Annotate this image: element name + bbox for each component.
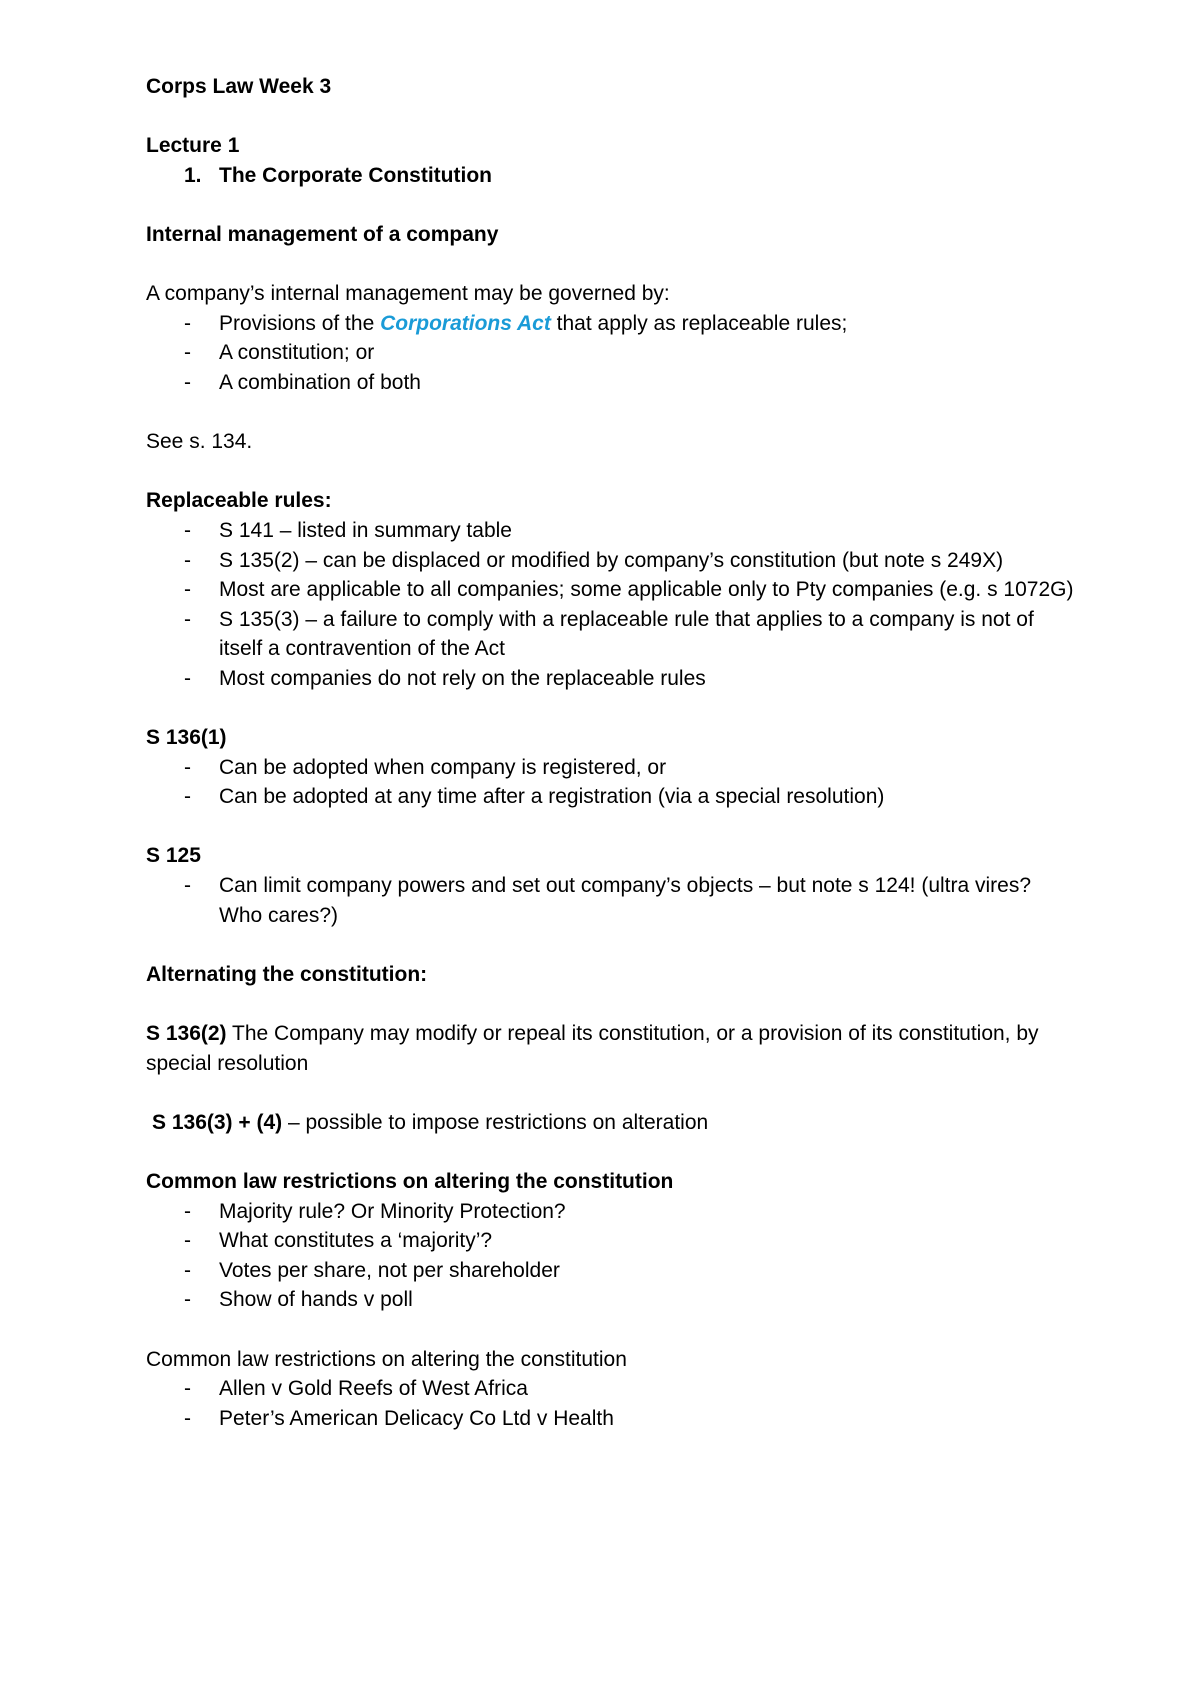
list-item-text: Peter’s American Delicacy Co Ltd v Health [219,1406,614,1430]
dash-bullet: - [184,1377,191,1401]
dash-bullet: - [184,548,191,572]
common-law-heading-bold: Common law restrictions on altering the constitution [146,1169,674,1193]
list-item [146,871,1076,930]
list-item-text: Provisions of the [219,311,381,335]
list-item-text: Majority rule? Or Minority Protection? [219,1199,566,1223]
list-item [146,1197,1076,1227]
dash-bullet: - [184,874,191,898]
list-item-text: A combination of both [219,370,421,394]
dash-bullet: - [184,1229,191,1253]
list-item [146,1374,1076,1404]
dash-bullet: - [184,1199,191,1223]
list-item-text: Can be adopted when company is registered, or [219,755,667,779]
section-heading [146,161,1076,191]
common-law-list-1 [146,1197,1076,1315]
dash-bullet: - [184,518,191,542]
list-item-text: A constitution; or [219,341,375,365]
see-s134: See s. 134. [146,430,253,454]
list-item [146,1226,1076,1256]
list-item [146,309,1076,339]
s136-1-list [146,753,1076,812]
list-item [146,338,1076,368]
dash-bullet: - [184,607,191,631]
section-title: The Corporate Constitution [219,163,492,187]
list-item-text: Show of hands v poll [219,1288,413,1312]
s136-3-4-text: – possible to impose restrictions on alteration [282,1110,709,1134]
list-item-text: S 135(2) – can be displaced or modified by company’s constitution (but note s 249X) [219,548,1004,572]
s136-2-paragraph [146,1019,1076,1078]
dash-bullet: - [184,1406,191,1430]
list-item-text: Most companies do not rely on the replaceable rules [219,666,706,690]
replaceable-rules-heading: Replaceable rules: [146,489,332,513]
s136-3-4-paragraph [146,1108,1076,1138]
s136-3-4-label: S 136(3) + (4) [152,1110,283,1134]
list-item [146,605,1076,664]
list-item-text: Can be adopted at any time after a registration (via a special resolution) [219,785,885,809]
list-item [146,1404,1076,1434]
list-item-text: S 141 – listed in summary table [219,518,512,542]
common-law-heading-plain: Common law restrictions on altering the constitution [146,1347,627,1371]
list-item [146,782,1076,812]
list-item-text: What constitutes a ‘majority’? [219,1229,493,1253]
s136-2-text: The Company may modify or repeal its constitution, or a provision of its constitution, by special resolution [146,1022,1039,1075]
list-item-text: Votes per share, not per shareholder [219,1258,560,1282]
dash-bullet: - [184,666,191,690]
s125-heading: S 125 [146,844,201,868]
document-title: Corps Law Week 3 [146,75,332,98]
section-number: 1. [184,163,202,187]
governed-intro: A company’s internal management may be governed by: [146,282,670,306]
dash-bullet: - [184,370,191,394]
dash-bullet: - [184,311,191,335]
list-item-text: Can limit company powers and set out company’s objects – but note s 124! (ultra vires? Who cares?) [219,874,1032,927]
list-item [146,753,1076,783]
dash-bullet: - [184,1288,191,1312]
list-item [146,575,1076,605]
list-item-text: Most are applicable to all companies; some applicable only to Pty companies (e.g. s 1072G) [219,578,1074,602]
list-item [146,368,1076,398]
list-item [146,664,1076,694]
replaceable-rules-list [146,516,1076,694]
altering-constitution-heading: Alternating the constitution: [146,962,428,986]
section-list [146,161,1076,191]
document-body [146,72,1076,1433]
dash-bullet: - [184,341,191,365]
governed-list [146,309,1076,398]
lecture-heading: Lecture 1 [146,134,240,158]
list-item-text: that apply as replaceable rules; [550,311,848,335]
list-item [146,1285,1076,1315]
list-item [146,516,1076,546]
list-item-text: S 135(3) – a failure to comply with a replaceable rule that applies to a company is not of itself a contravention of the Act [219,607,1034,661]
s125-list [146,871,1076,930]
dash-bullet: - [184,578,191,602]
s136-2-label: S 136(2) [146,1022,227,1045]
dash-bullet: - [184,785,191,809]
s136-1-heading: S 136(1) [146,726,227,750]
internal-management-heading: Internal management of a company [146,222,499,246]
list-item-text: Allen v Gold Reefs of West Africa [219,1377,528,1401]
dash-bullet: - [184,755,191,779]
corporations-act-reference: Corporations Act [380,311,551,335]
dash-bullet: - [184,1258,191,1282]
list-item [146,546,1076,576]
list-item [146,1256,1076,1286]
common-law-list-2 [146,1374,1076,1433]
